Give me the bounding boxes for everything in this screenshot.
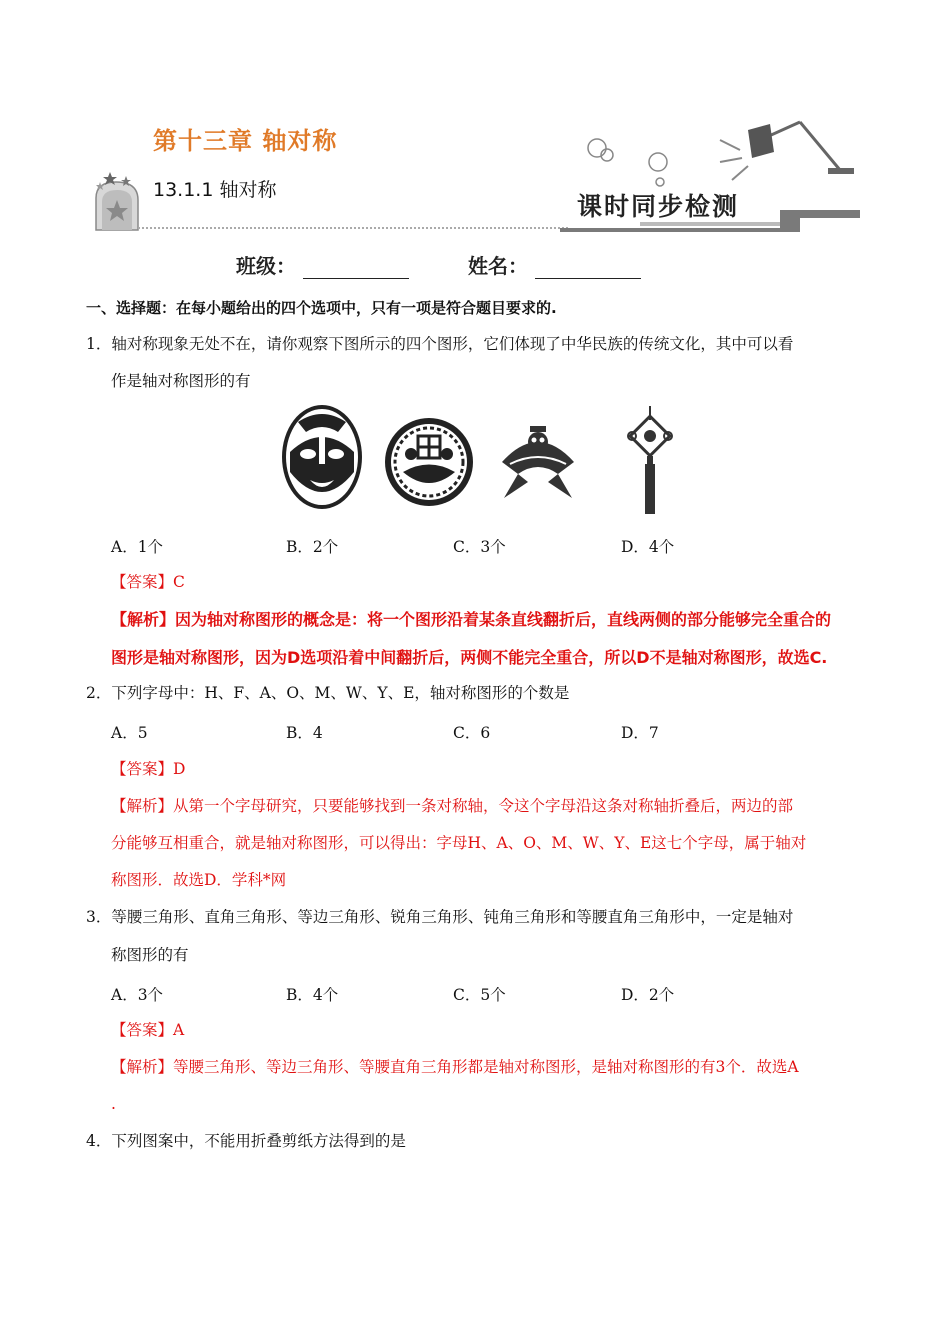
q2-stem-line1: 2．下列字母中：H、F、A、O、M、W、Y、E，轴对称图形的个数是: [86, 684, 570, 702]
star-badge-icon: [96, 172, 138, 230]
papercut-medallion-icon: [385, 418, 473, 506]
q2-analysis-line2: 分能够互相重合，就是轴对称图形，可以得出：字母H、A、O、M、W、Y、E这七个字母，属于轴对: [111, 834, 807, 852]
q1-analysis-line1: 【解析】因为轴对称图形的概念是：将一个图形沿着某条直线翻折后，直线两侧的部分能够完全重合的: [111, 610, 832, 629]
q1-option-a[interactable]: A．1个: [111, 538, 164, 556]
q2-analysis-line1: 【解析】从第一个字母研究，只要能够找到一条对称轴，令这个字母沿这条对称轴折叠后，两边的部: [111, 797, 794, 815]
q3-option-c[interactable]: C．5个: [453, 986, 506, 1004]
banner-label: 课时同步检测: [577, 192, 740, 221]
q1-option-b[interactable]: B．2个: [286, 538, 339, 556]
q2-option-a[interactable]: A．5: [111, 724, 148, 742]
opera-mask-icon: [282, 405, 362, 509]
q3-answer: 【答案】A: [111, 1021, 185, 1039]
class-label: 班级：: [236, 254, 296, 278]
q1-stem-line2: 作是轴对称图形的有: [111, 372, 251, 390]
q2-analysis-line3: 称图形．故选D．学科*网: [111, 871, 287, 889]
q1-answer: 【答案】C: [111, 573, 185, 591]
q4-stem-line1: 4．下列图案中，不能用折叠剪纸方法得到的是: [86, 1132, 406, 1150]
q3-stem-line2: 称图形的有: [111, 946, 189, 964]
q1-stem-line1: 1．轴对称现象无处不在，请你观察下图所示的四个图形，它们体现了中华民族的传统文化，其中可以看: [86, 335, 794, 353]
q3-analysis-line2: .: [111, 1095, 116, 1113]
q2-option-d[interactable]: D．7: [621, 724, 659, 742]
name-blank[interactable]: [535, 258, 641, 279]
section-title: 13.1.1 轴对称: [153, 179, 277, 201]
q1-figures: [278, 402, 678, 522]
q3-option-b[interactable]: B．4个: [286, 986, 339, 1004]
q3-analysis-line1: 【解析】等腰三角形、等边三角形、等腰直角三角形都是轴对称图形，是轴对称图形的有3个．故选A: [111, 1058, 799, 1076]
name-field: [468, 250, 641, 279]
kite-icon: [502, 426, 574, 498]
q3-option-d[interactable]: D．2个: [621, 986, 675, 1004]
name-label: 姓名：: [468, 254, 528, 278]
q1-option-d[interactable]: D．4个: [621, 538, 675, 556]
section-heading: 一、选择题：在每小题给出的四个选项中，只有一项是符合题目要求的.: [86, 299, 557, 317]
desk-lamp-icon: [720, 122, 854, 180]
q1-analysis-line2: 图形是轴对称图形，因为D选项沿着中间翻折后，两侧不能完全重合，所以D不是轴对称图形，故选C.: [111, 648, 828, 667]
q1-option-c[interactable]: C．3个: [453, 538, 506, 556]
q2-answer: 【答案】D: [111, 760, 186, 778]
chapter-title: 第十三章 轴对称: [153, 127, 338, 155]
q3-stem-line1: 3．等腰三角形、直角三角形、等边三角形、锐角三角形、钝角三角形和等腰直角三角形中，一定是轴对: [86, 908, 794, 926]
q3-option-a[interactable]: A．3个: [111, 986, 164, 1004]
chinese-knot-icon: [628, 406, 672, 514]
class-blank[interactable]: [303, 258, 409, 279]
q2-option-b[interactable]: B．4: [286, 724, 323, 742]
class-field: [236, 250, 409, 279]
q2-option-c[interactable]: C．6: [453, 724, 491, 742]
